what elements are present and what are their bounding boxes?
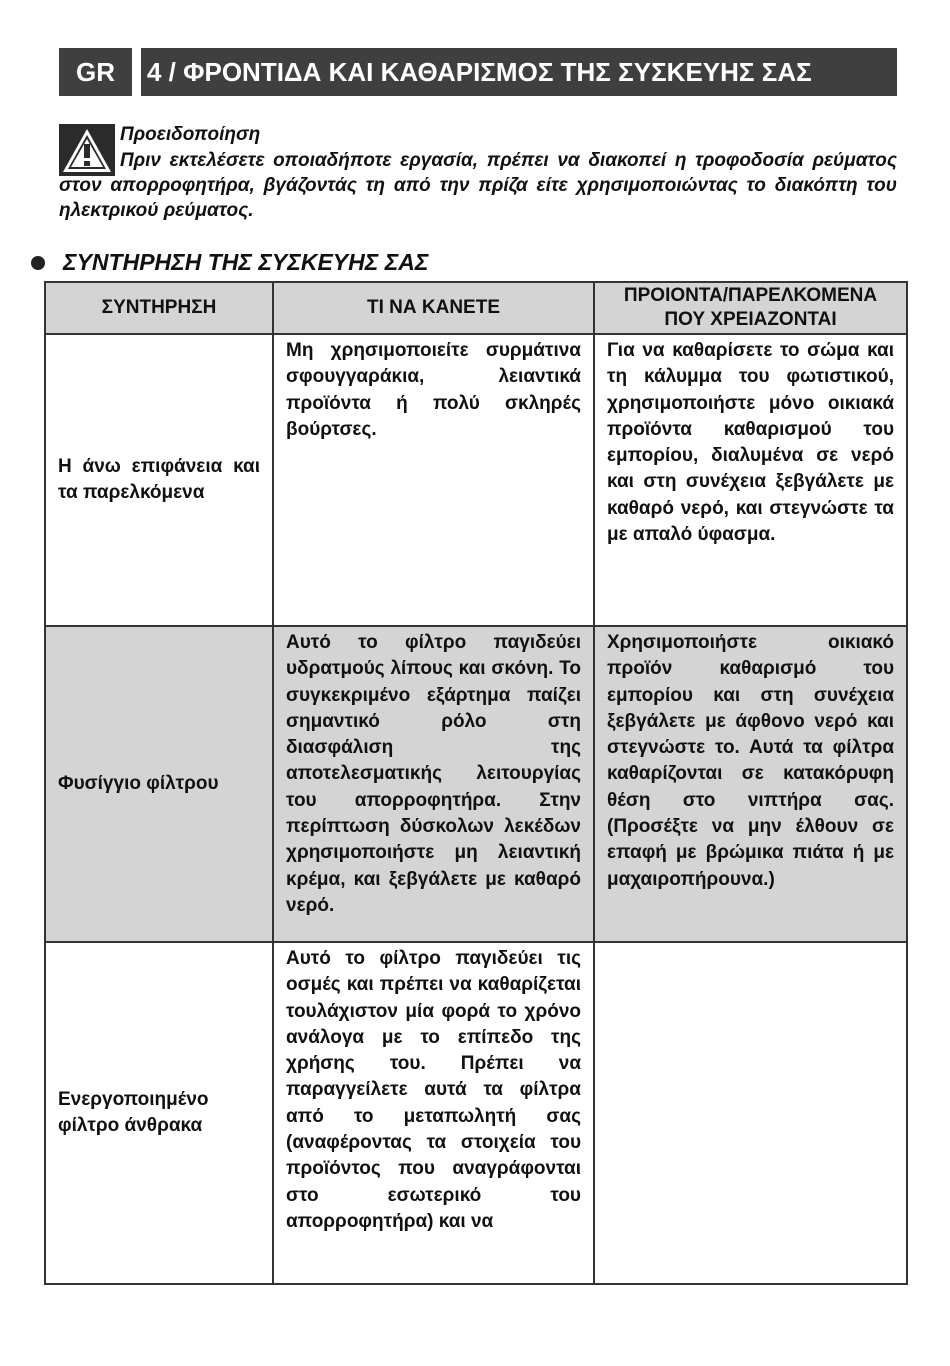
row-item: Η άνω επιφάνεια και τα παρελκόμενα <box>45 334 273 626</box>
table-row <box>45 942 907 1284</box>
table-row <box>45 334 907 626</box>
header-what-to-do: ΤΙ ΝΑ ΚΑΝΕΤΕ <box>273 282 594 334</box>
row-products: Για να καθαρίσετε το σώμα και τη κάλυμμα του φωτιστικού, χρησιμοποιήστε μόνο οικιακά προϊόντα καθαρισμού του εμπορίου, διαλυμένα σε νερό και στη συνέχεια ξεβγάλετε με καθαρό νερό, και στεγνώστε τα με απαλό ύφασμα. <box>594 334 907 626</box>
row-what: Αυτό το φίλτρο παγιδεύει τις οσμές και πρέπει να καθαρίζεται τουλάχιστον μία φορά το χρόνο ανάλογα με το επίπεδο της χρήσης του. Πρέπει να παραγγείλετε αυτά τα φίλτρα από το μεταπωλητή σας (αναφέροντας τα στοιχεία του προϊόντος που αναγράφονται στο εσωτερικό του απορροφητήρα) και να <box>273 942 594 1284</box>
header-products: ΠΡΟΙΟΝΤΑ/ΠΑΡΕΛΚΟΜΕΝΑ ΠΟΥ ΧΡΕΙΑΖΟΝΤΑΙ <box>594 282 907 334</box>
warning-text: Πριν εκτελέσετε οποιαδήποτε εργασία, πρέπει να διακοπεί η τροφοδοσία ρεύματος στον απορροφητήρα, βγάζοντάς τη από την πρίζα είτε χρησιμοποιώντας το διακόπτη του ηλεκτρικού ρεύματος. <box>59 150 897 221</box>
row-products <box>594 942 907 1284</box>
row-item: Φυσίγγιο φίλτρου <box>45 626 273 942</box>
header-maintenance: ΣΥΝΤΗΡΗΣΗ <box>45 282 273 334</box>
row-what: Αυτό το φίλτρο παγιδεύει υδρατμούς λίπους και σκόνη. Το συγκεκριμένο εξάρτημα παίζει σημαντικό ρόλο στη διασφάλιση της αποτελεσματικής λειτουργίας του απορροφητήρα. Στην περίπτωση δύσκολων λεκέδων χρησιμοποιήστε μη λειαντική κρέμα, και ξεβγάλετε με καθαρό νερό. <box>273 626 594 942</box>
warning-heading: Προειδοποίηση <box>120 124 261 145</box>
language-tag: GR <box>59 48 132 96</box>
row-item: Ενεργοποιημένο φίλτρο άνθρακα <box>45 942 273 1284</box>
row-products: Χρησιμοποιήστε οικιακό προϊόν καθαρισμό του εμπορίου και στη συνέχεια ξεβγάλετε με άφθονο νερό και στεγνώστε το. Αυτά τα φίλτρα καθαρίζονται σε κατακόρυφη θέση στο νιπτήρα σας. (Προσέξτε να μην έλθουν σε επαφή με βρώμικα πιάτα ή με μαχαιροπήρουνα.) <box>594 626 907 942</box>
table-row <box>45 626 907 942</box>
row-what: Μη χρησιμοποιείτε συρμάτινα σφουγγαράκια, λειαντικά προϊόντα ή πολύ σκληρές βούρτσες. <box>273 334 594 626</box>
page-title: 4 / ΦΡΟΝΤΙΔΑ ΚΑΙ ΚΑΘΑΡΙΣΜΟΣ ΤΗΣ ΣΥΣΚΕΥΗΣ ΣΑΣ <box>141 48 897 96</box>
section-title: ΣΥΝΤΗΡΗΣΗ ΤΗΣ ΣΥΣΚΕΥΗΣ ΣΑΣ <box>63 249 429 275</box>
table-header-row <box>45 282 907 334</box>
bullet-icon <box>31 256 45 270</box>
maintenance-table <box>44 281 908 1285</box>
